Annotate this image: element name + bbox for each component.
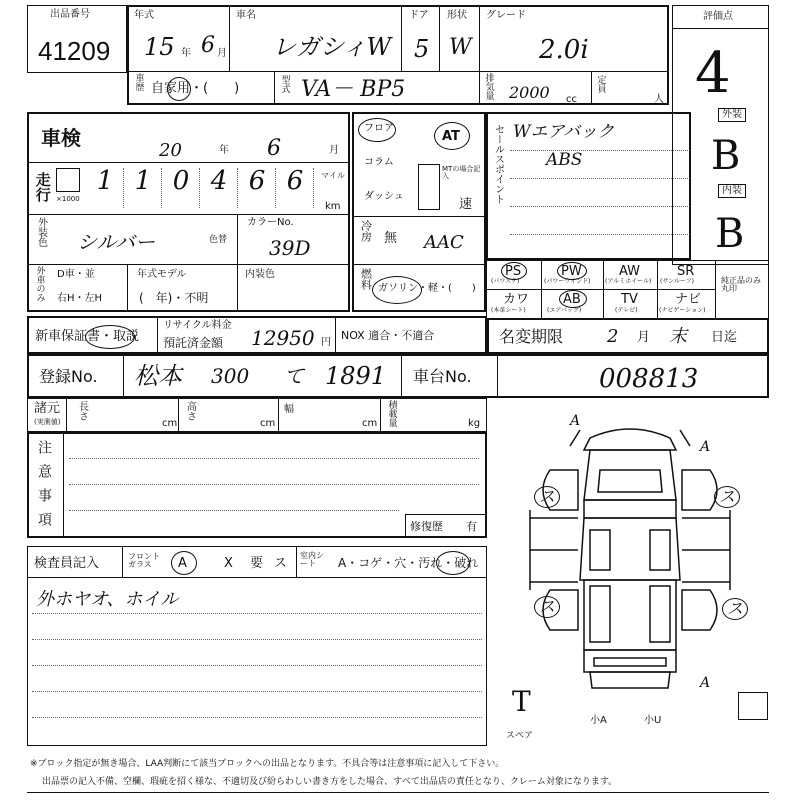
change-box <box>487 318 769 354</box>
fuel-circle <box>372 276 422 304</box>
equip-aw: AW <box>619 264 641 279</box>
car-outline-icon <box>490 410 770 750</box>
seat-label: 室内シート <box>300 551 324 568</box>
tire-rl: ス <box>534 596 560 618</box>
plate-num: 1891 <box>325 362 387 390</box>
change-label: 名変期限 <box>499 327 564 346</box>
mileage-digit: 4 <box>201 168 238 208</box>
ps-circle <box>501 262 527 280</box>
dash-label: ダッシュ <box>364 191 404 202</box>
recycle-label: リサイクル料金 <box>163 320 232 331</box>
car-diagram <box>490 410 770 750</box>
deposit-label: 預託済金額 <box>163 336 224 350</box>
grade-value: 2.0i <box>539 35 589 65</box>
front-s: ス <box>274 556 288 571</box>
external-handle: 右H・左H <box>57 293 103 304</box>
small-a-label: 小A <box>590 715 607 726</box>
lot-label: 出品番号 <box>50 9 90 20</box>
color-no-label: カラーNo. <box>247 217 294 228</box>
shaken-box <box>27 112 350 312</box>
diagram-a-1: A <box>570 413 581 429</box>
door-value: 5 <box>414 35 430 63</box>
front-req: 要 <box>250 556 264 571</box>
at-circle <box>434 122 470 150</box>
width-label: 幅 <box>284 404 294 415</box>
length-label: 長さ <box>76 401 88 421</box>
color-change-label: 色替 <box>209 235 228 245</box>
shaken-month-unit: 月 <box>329 145 339 156</box>
header-box <box>127 5 669 105</box>
small-u-label: 小U <box>644 715 662 726</box>
displacement-value: 2000 <box>509 83 550 102</box>
color-value: シルバー <box>77 230 156 254</box>
mileage-digit: 1 <box>87 168 124 208</box>
score-label: 評価点 <box>703 11 733 22</box>
fuel-value: ガソリン・軽・( ) <box>378 283 476 294</box>
mile-label: マイル <box>321 171 345 180</box>
change-month: 2 <box>607 326 619 347</box>
year-label: 年式 <box>134 10 154 21</box>
equip-box <box>486 260 769 320</box>
width-cm: cm <box>362 418 378 429</box>
inspector-box <box>27 546 487 746</box>
mileage-digit: 6 <box>239 168 276 208</box>
year-value: 15 <box>144 33 175 61</box>
equip-tv-sub: (テレビ) <box>615 307 638 314</box>
equip-sr-sub: (サンルーフ) <box>660 278 694 285</box>
plate-class: 300 <box>211 364 250 388</box>
sales-box <box>486 112 691 260</box>
shaken-year: 20 <box>159 140 182 161</box>
repair-box <box>405 514 487 538</box>
cc-label: cc <box>566 94 577 105</box>
score-value: 4 <box>695 41 731 106</box>
fuel-label: 燃料 <box>359 268 373 290</box>
equip-pw: PW <box>561 264 582 279</box>
column-label: コラム <box>364 157 394 168</box>
height-cm: cm <box>260 418 276 429</box>
shape-value: W <box>449 35 472 60</box>
grade-label: グレード <box>486 10 526 21</box>
chassis-label: 車台No. <box>413 367 472 386</box>
km-label: km <box>325 201 341 212</box>
dims-sub: (実測値) <box>34 418 61 426</box>
front-label: フロントガラス <box>128 552 160 569</box>
notes-label: 注意事項 <box>36 440 52 536</box>
options-box <box>352 112 486 312</box>
ab-circle <box>559 290 587 308</box>
tire-rr: ス <box>722 598 748 620</box>
seat-opts: A・コゲ・穴・汚れ・破れ <box>338 556 479 570</box>
person-label: 人 <box>654 94 664 105</box>
ac-none: 無 <box>384 231 398 246</box>
diagram-a-3: A <box>700 675 711 691</box>
equip-note: 純正品のみ丸印 <box>721 276 761 293</box>
month-value: 6 <box>201 33 215 58</box>
shape-label: 形状 <box>447 10 467 21</box>
interior-color-label: 内装色 <box>245 269 275 280</box>
recycle-value: 12950 <box>251 326 315 350</box>
shaken-year-unit: 年 <box>219 145 229 156</box>
new-car-circle <box>85 325 135 349</box>
change-end: 末 <box>669 326 687 347</box>
front-a-circle <box>171 551 197 575</box>
usage-value: 自家用・( ) <box>151 81 240 96</box>
color-no-value: 39D <box>269 236 311 260</box>
footer-note-1: ※ブロック指定が無き場合、LAA判断にて該当ブロックへの出品となります。不具合等は注意事項に記入して下さい。 <box>30 759 505 769</box>
plate-box <box>27 354 769 398</box>
equip-navi: ナビ <box>675 292 702 307</box>
displacement-label: 排気量 <box>483 73 494 100</box>
name-label: 車名 <box>236 10 256 21</box>
stamp-box <box>738 692 768 720</box>
meter-note: ×1000 <box>56 195 80 203</box>
equip-aw-sub: (アルミホイール) <box>605 278 652 285</box>
nox-label: NOX 適合・不適合 <box>341 329 435 342</box>
registration-box <box>27 316 487 354</box>
new-car-label: 新車保証書・取説 <box>35 329 140 344</box>
capacity-label: 定員 <box>595 75 606 93</box>
mileage-digit: 6 <box>277 168 314 208</box>
tire-fl: ス <box>534 486 560 508</box>
mileage-label: 走行 <box>33 172 52 202</box>
shaken-label: 車検 <box>41 126 81 150</box>
lot-number: 41209 <box>38 36 111 66</box>
exterior-value: B <box>711 133 741 179</box>
equip-kawa: カワ <box>503 292 530 307</box>
change-unit: 月 <box>637 330 651 345</box>
month-unit: 月 <box>217 48 227 59</box>
plate-label: 登録No. <box>39 367 98 386</box>
inspector-label: 検査員記入 <box>34 556 100 571</box>
model-label: 型式 <box>279 75 290 93</box>
mileage-digit: 0 <box>163 168 200 208</box>
front-a: A <box>178 556 187 571</box>
weight-kg: kg <box>468 418 481 429</box>
mt-box[interactable] <box>418 164 440 210</box>
ac-value: AAC <box>424 232 464 253</box>
meter-check[interactable] <box>56 168 80 192</box>
sales-label: セールスポイント <box>492 124 504 204</box>
floor-label: フロア <box>364 123 394 134</box>
speed-label: 速 <box>459 197 473 212</box>
color-label: 外装色 <box>35 217 47 247</box>
equip-ps-sub: (パワステ) <box>491 278 520 285</box>
inspector-remark: 外ホヤオ、ホイル <box>36 589 179 610</box>
notes-box <box>27 432 487 538</box>
equip-navi-sub: (ナビゲーション) <box>659 307 706 314</box>
yen-label: 円 <box>321 337 331 348</box>
model-year-value: ( 年)・不明 <box>139 291 209 305</box>
equip-pw-sub: (パワーウインド) <box>544 278 591 285</box>
lot-box <box>27 5 127 73</box>
equip-ab-sub: (エアバッグ) <box>547 307 582 314</box>
seat-circle <box>436 551 470 575</box>
exterior-label: 外装 <box>718 108 746 122</box>
model-year-label: 年式モデル <box>137 269 187 280</box>
footer-note-2: 出品票の記入不備、空欄、瑕疵を招く様な、不適切及び紛らわしい書き方をした場合、すべて出品店の責任となり、クレーム対象になります。 <box>42 777 618 787</box>
floor-circle <box>358 118 396 142</box>
height-label: 高さ <box>184 401 196 421</box>
mileage-digit: 1 <box>125 168 162 208</box>
equip-sr: SR <box>677 264 695 279</box>
sales-item-1: Wエアバック <box>513 122 615 142</box>
usage-label: 車歴 <box>133 73 144 91</box>
weight-label: 積載量 <box>386 400 397 427</box>
chassis-value: 008813 <box>599 364 699 394</box>
dims-box <box>27 398 487 432</box>
length-cm: cm <box>162 418 178 429</box>
spare-mark: T <box>512 685 531 718</box>
repair-value: 有 <box>466 520 477 533</box>
external-label: 外車のみ <box>34 266 45 302</box>
front-x: X <box>224 556 233 571</box>
plate-city: 松本 <box>134 362 182 390</box>
model-value: VA－ BP5 <box>301 77 406 102</box>
plate-kana: て <box>284 364 304 388</box>
equip-ps: PS <box>505 264 522 279</box>
dims-label: 諸元 <box>34 401 61 416</box>
car-name: レガシィW <box>272 33 392 61</box>
interior-value: B <box>715 211 745 257</box>
pw-circle <box>557 262 587 280</box>
ac-label: 冷房 <box>359 220 373 242</box>
equip-kawa-sub: (本革シート) <box>491 307 526 314</box>
interior-label: 内装 <box>718 184 746 198</box>
at-label: AT <box>442 129 460 144</box>
year-unit: 年 <box>181 48 191 59</box>
shaken-month: 6 <box>267 136 281 161</box>
door-label: ドア <box>409 10 429 21</box>
spare-label: スペア <box>506 731 534 741</box>
external-d: D車・並 <box>57 269 95 280</box>
mt-note: MTの場合記入 <box>442 165 481 180</box>
usage-circle <box>167 77 191 101</box>
equip-tv: TV <box>621 292 638 307</box>
diagram-a-2: A <box>700 439 711 455</box>
repair-label: 修復歴 <box>410 520 443 533</box>
change-last: 日迄 <box>711 330 738 345</box>
tire-fr: ス <box>714 486 740 508</box>
equip-ab: AB <box>563 292 581 307</box>
sales-item-2: ABS <box>546 150 583 170</box>
